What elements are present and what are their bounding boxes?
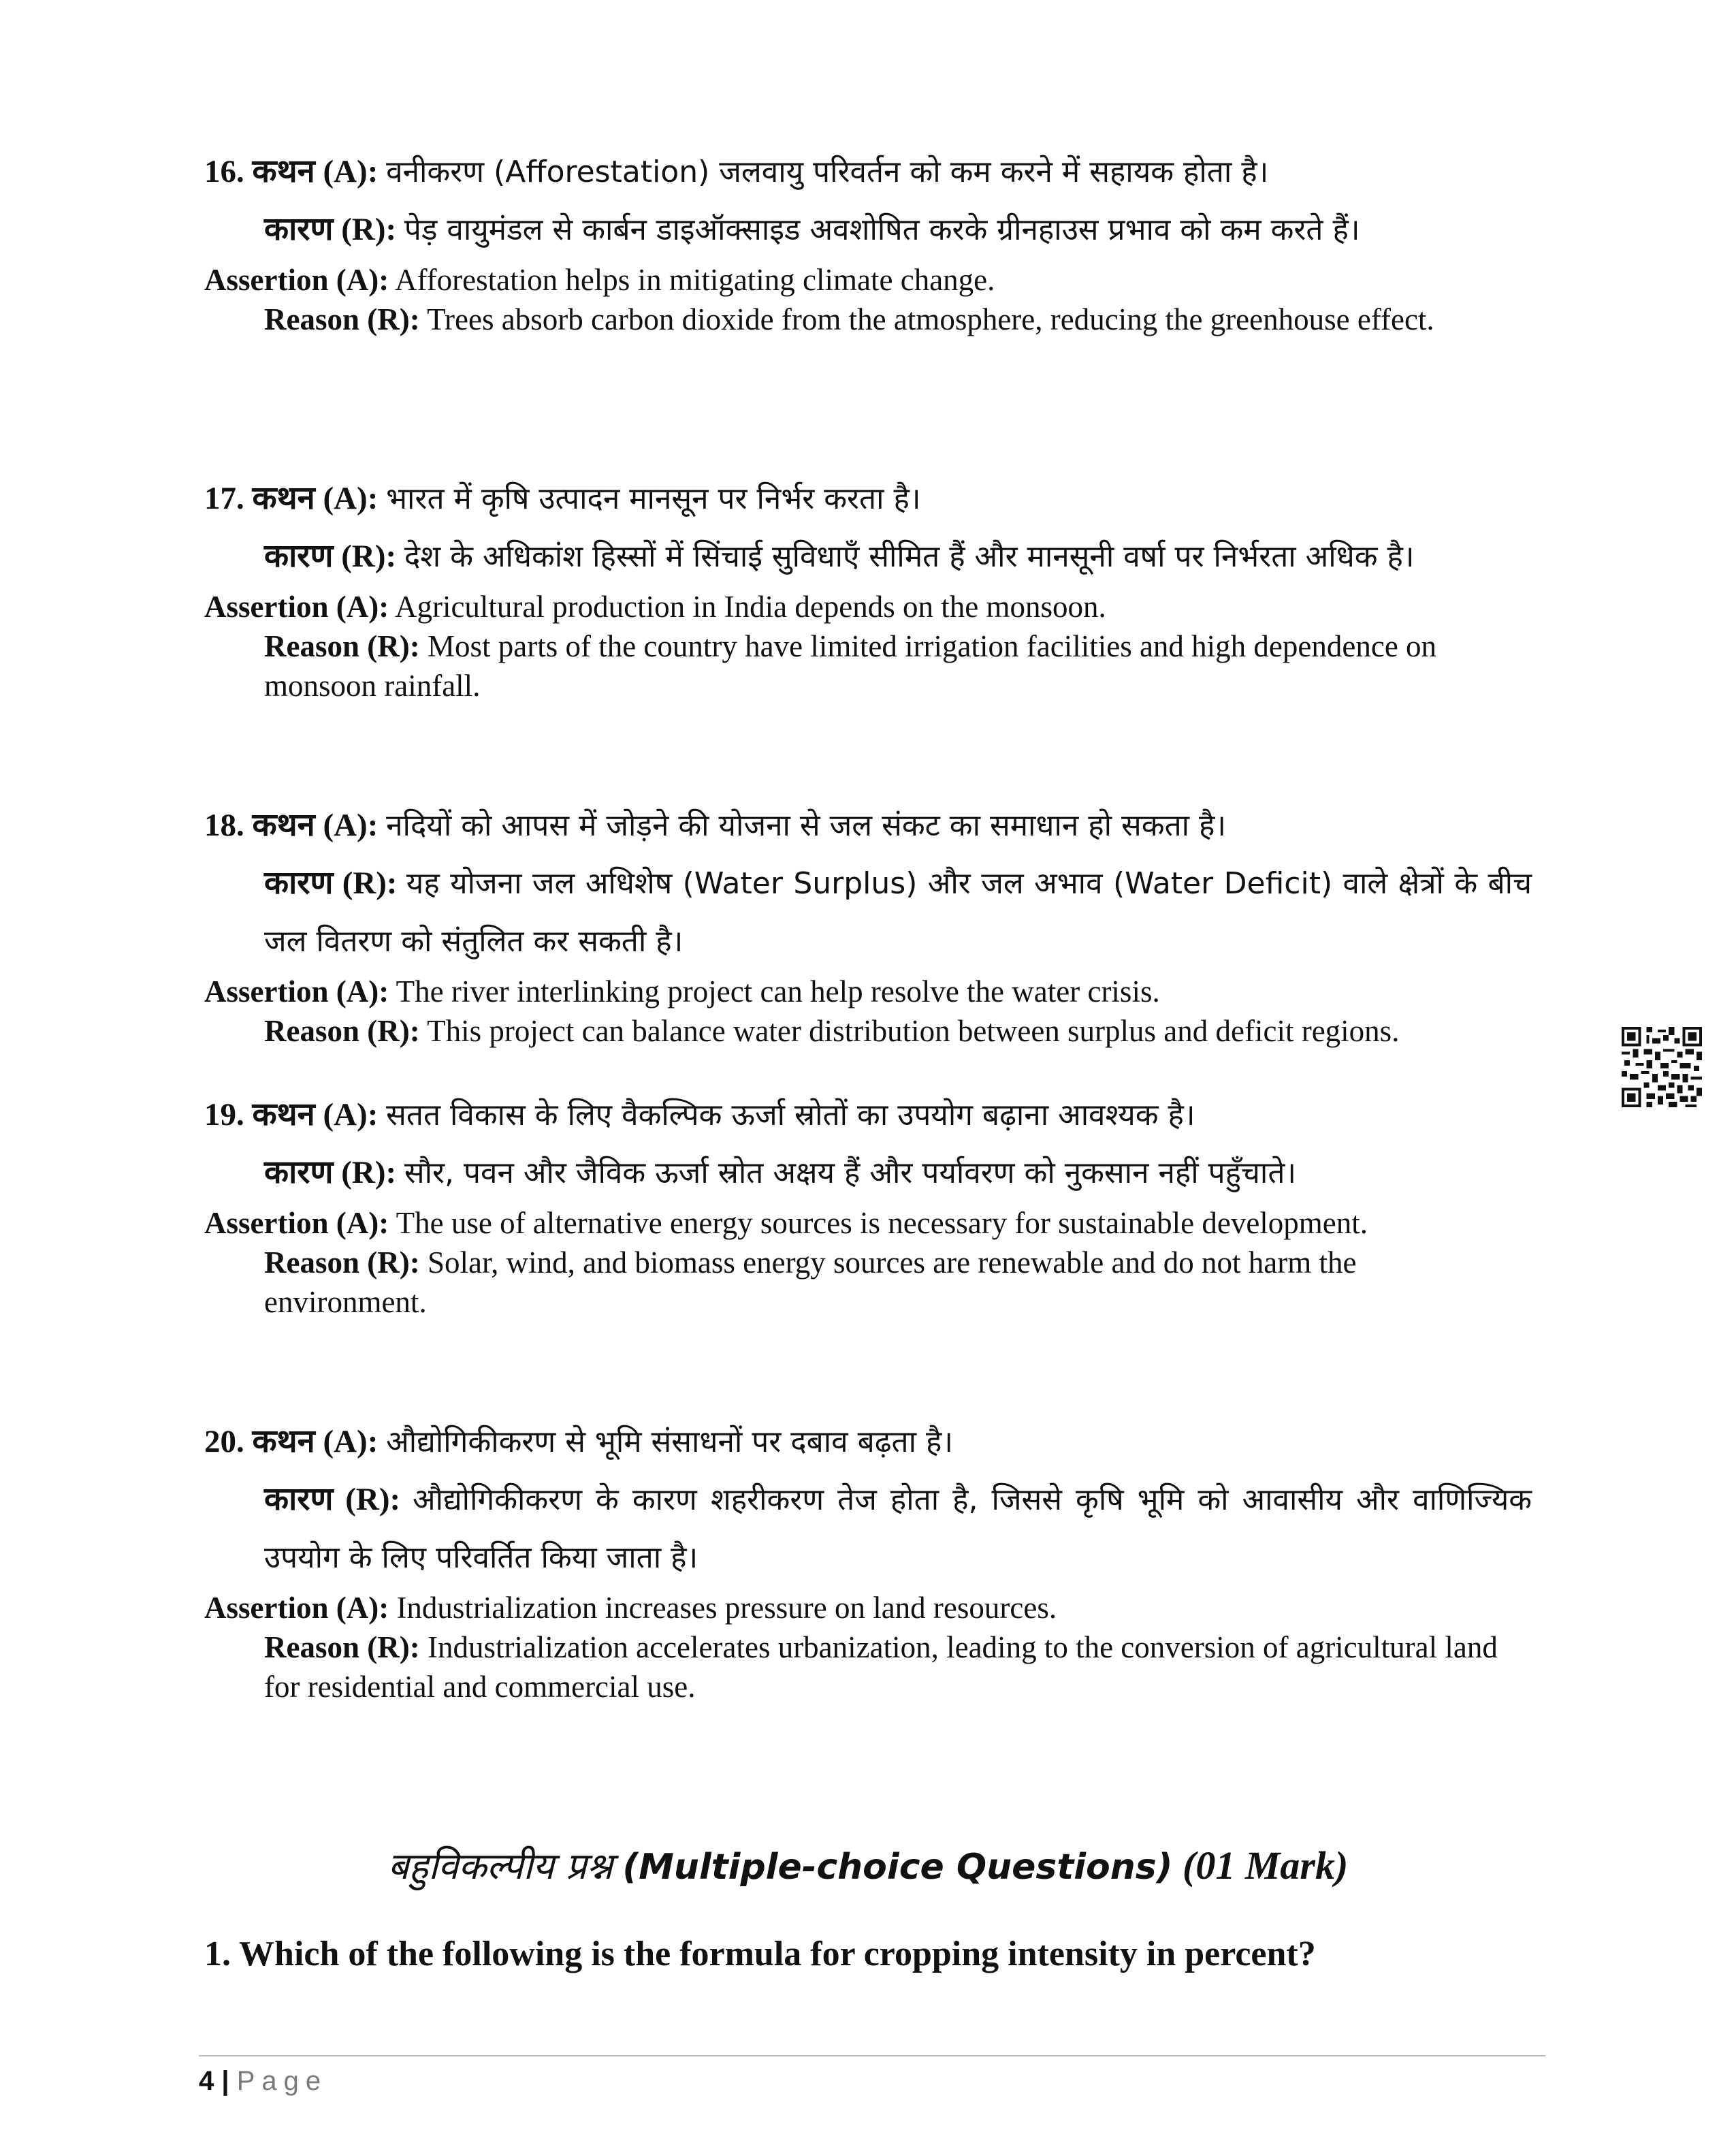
hindi-assertion: 17. कथन (A): भारत में कृषि उत्पादन मानसून पर निर्भर करता है। xyxy=(204,479,921,517)
mcq-question-1: 1. Which of the following is the formula for cropping intensity in percent? xyxy=(204,1935,1316,1973)
hindi-assertion: 20. कथन (A): औद्योगिकीकरण से भूमि संसाधनों पर दबाव बढ़ता है। xyxy=(204,1423,954,1460)
footer-divider xyxy=(199,2055,1545,2056)
hindi-reason-text: सौर, पवन और जैविक ऊर्जा स्रोत अक्षय हैं और पर्यावरण को नुकसान नहीं पहुँचाते। xyxy=(404,1156,1297,1190)
hindi-reason: कारण (R): यह योजना जल अधिशेष (Water Surplus) और जल अभाव (Water Deficit) वाले क्षेत्रों के बीच जल वितरण को संतुलित कर सकती है। xyxy=(264,864,1532,959)
hindi-reason-text: पेड़ वायुमंडल से कार्बन डाइऑक्साइड अवशोषित करके ग्रीनहाउस प्रभाव को कम करते हैं। xyxy=(404,212,1360,247)
question-number: 16. xyxy=(204,154,244,189)
page-footer xyxy=(199,2062,327,2100)
question-number: 20. xyxy=(204,1424,244,1459)
hindi-assertion: 16. कथन (A): वनीकरण (Afforestation) जलवायु परिवर्तन को कम करने में सहायक होता है। xyxy=(204,153,1269,190)
question-17 xyxy=(204,470,1532,705)
hindi-assertion-text: वनीकरण (Afforestation) जलवायु परिवर्तन को कम करने में सहायक होता है। xyxy=(386,155,1269,189)
hindi-reason: कारण (R): औद्योगिकीकरण के कारण शहरीकरण तेज होता है, जिससे कृषि भूमि को आवासीय और वाणिज्यिक उपयोग के लिए परिवर्तित किया जाता है। xyxy=(264,1480,1532,1575)
english-reason: Reason (R): Trees absorb carbon dioxide from the atmosphere, reducing the greenhouse effect. xyxy=(264,302,1434,336)
hindi-reason: कारण (R): सौर, पवन और जैविक ऊर्जा स्रोत अक्षय हैं और पर्यावरण को नुकसान नहीं पहुँचाते। xyxy=(264,1154,1297,1191)
hindi-reason-text: देश के अधिकांश हिस्सों में सिंचाई सुविधाएँ सीमित हैं और मानसूनी वर्षा पर निर्भरता अधिक है। xyxy=(404,539,1415,574)
hindi-reason: कारण (R): देश के अधिकांश हिस्सों में सिंचाई सुविधाएँ सीमित हैं और मानसूनी वर्षा पर निर्भरता अधिक है। xyxy=(264,537,1415,575)
karan-label: कारण xyxy=(264,1480,334,1518)
karan-label: कारण xyxy=(264,1154,334,1191)
kathan-label: कथन xyxy=(252,1423,315,1460)
page-label: Page xyxy=(236,2066,328,2096)
hindi-assertion: 19. कथन (A): सतत विकास के लिए वैकल्पिक ऊर्जा स्रोतों का उपयोग बढ़ाना आवश्यक है। xyxy=(204,1096,1195,1133)
english-reason: Reason (R): This project can balance water distribution between surplus and deficit regions. xyxy=(264,1014,1400,1048)
kathan-label: कथन xyxy=(252,479,315,517)
english-reason: Reason (R): Industrialization accelerates urbanization, leading to the conversion of agricultural land for residential and commercial use. xyxy=(264,1630,1498,1704)
hindi-assertion: 18. कथन (A): नदियों को आपस में जोड़ने की योजना से जल संकट का समाधान हो सकता है। xyxy=(204,806,1227,844)
question-16 xyxy=(204,143,1532,339)
mcq-heading-marks: (01 Mark) xyxy=(1183,1843,1349,1888)
english-assertion: Assertion (A): The use of alternative energy sources is necessary for sustainable development. xyxy=(204,1206,1368,1240)
question-20 xyxy=(204,1413,1532,1706)
karan-label: कारण xyxy=(264,210,334,248)
english-assertion: Assertion (A): The river interlinking project can help resolve the water crisis. xyxy=(204,974,1160,1008)
english-reason: Reason (R): Most parts of the country have limited irrigation facilities and high dependence on monsoon rainfall. xyxy=(264,629,1437,703)
question-number: 18. xyxy=(204,808,244,843)
hindi-reason-text: यह योजना जल अधिशेष (Water Surplus) और जल अभाव (Water Deficit) वाले क्षेत्रों के बीच जल वितरण को संतुलित कर सकती है। xyxy=(264,866,1532,959)
karan-label: कारण xyxy=(264,864,334,902)
question-18 xyxy=(204,797,1532,1051)
hindi-assertion-text: औद्योगिकीकरण से भूमि संसाधनों पर दबाव बढ़ता है। xyxy=(386,1425,954,1459)
english-assertion: Assertion (A): Industrialization increases pressure on land resources. xyxy=(204,1591,1057,1625)
kathan-label: कथन xyxy=(252,153,315,190)
hindi-assertion-text: सतत विकास के लिए वैकल्पिक ऊर्जा स्रोतों का उपयोग बढ़ाना आवश्यक है। xyxy=(386,1098,1195,1132)
english-assertion: Assertion (A): Afforestation helps in mitigating climate change. xyxy=(204,263,995,297)
question-number: 19. xyxy=(204,1097,244,1132)
hindi-assertion-text: नदियों को आपस में जोड़ने की योजना से जल संकट का समाधान हो सकता है। xyxy=(386,808,1227,843)
footer-separator: | xyxy=(221,2066,229,2096)
question-number: 17. xyxy=(204,481,244,516)
karan-label: कारण xyxy=(264,537,334,575)
english-reason: Reason (R): Solar, wind, and biomass energy sources are renewable and do not harm the environment. xyxy=(264,1245,1357,1319)
qr-code-icon xyxy=(1622,1027,1702,1107)
kathan-label: कथन xyxy=(252,806,315,844)
mcq-heading-english: (Multiple-choice Questions) xyxy=(622,1847,1173,1888)
kathan-label: कथन xyxy=(252,1096,315,1133)
question-19 xyxy=(204,1086,1532,1322)
hindi-assertion-text: भारत में कृषि उत्पादन मानसून पर निर्भर करता है। xyxy=(386,481,921,516)
english-assertion: Assertion (A): Agricultural production in India depends on the monsoon. xyxy=(204,590,1106,624)
mcq-heading-hindi: बहुविकल्पीय प्रश्न xyxy=(387,1845,613,1888)
mcq-section-heading xyxy=(0,1839,1736,1894)
page-number: 4 xyxy=(199,2066,214,2096)
hindi-reason: कारण (R): पेड़ वायुमंडल से कार्बन डाइऑक्साइड अवशोषित करके ग्रीनहाउस प्रभाव को कम करते हैं। xyxy=(264,210,1360,248)
hindi-reason-text: औद्योगिकीकरण के कारण शहरीकरण तेज होता है, जिससे कृषि भूमि को आवासीय और वाणिज्यिक उपयोग के लिए परिवर्तित किया जाता है। xyxy=(264,1482,1532,1575)
